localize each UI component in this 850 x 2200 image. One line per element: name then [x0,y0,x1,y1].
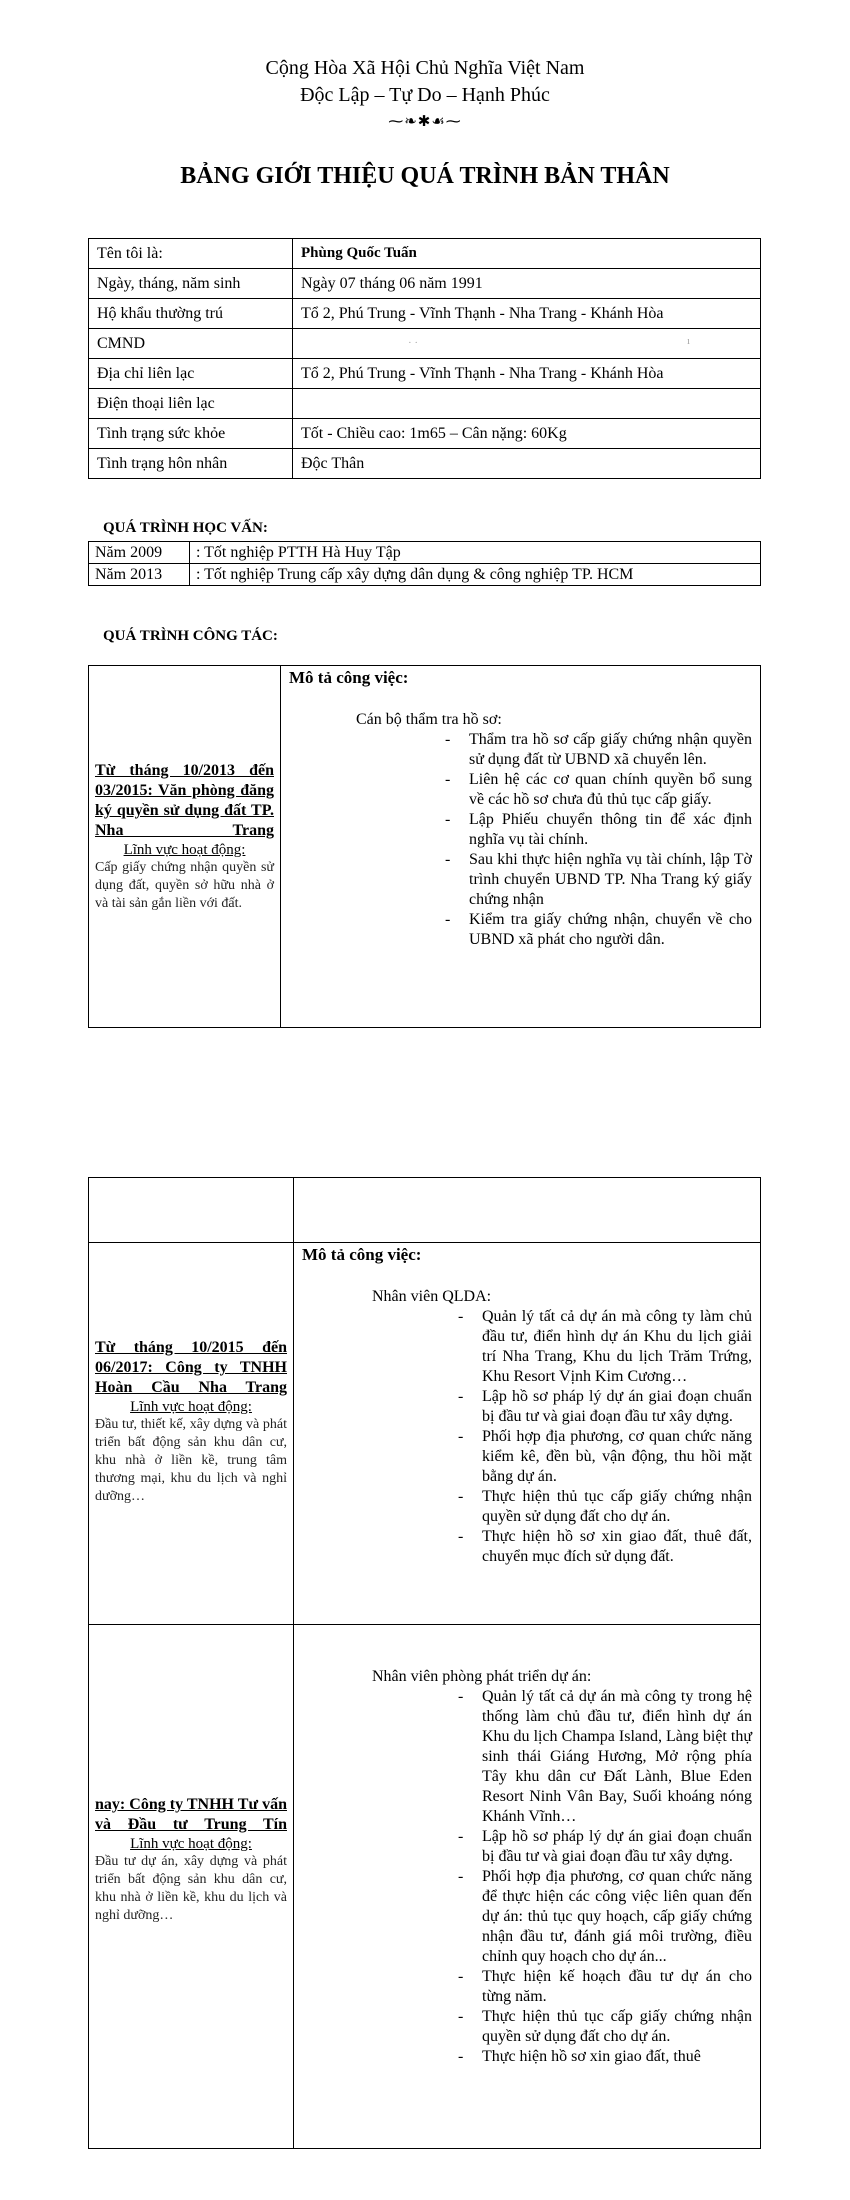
education-text: : Tốt nghiệp PTTH Hà Huy Tập [190,542,761,564]
education-row [89,564,761,586]
empty-cell [89,1178,294,1243]
job-summary-cell [89,1625,294,2149]
work-table-1 [88,665,761,1028]
info-value: Tổ 2, Phú Trung - Vĩnh Thạnh - Nha Trang - Khánh Hòa [293,359,761,389]
faint-mark: ı [686,335,690,347]
task-item: - Thực hiện thủ tục cấp giấy chứng nhận quyền sử dụng đất cho dự án. [464,1487,752,1527]
job-detail-cell [294,1243,761,1625]
task-list [289,730,752,950]
info-label: Địa chỉ liên lạc [89,359,293,389]
work-heading: QUÁ TRÌNH CÔNG TÁC: [103,628,278,644]
info-row [89,389,761,419]
document-title: BẢNG GIỚI THIỆU QUÁ TRÌNH BẢN THÂN [180,163,670,189]
task-item: - Thực hiện kế hoạch đầu tư dự án cho từng năm. [464,1967,752,2007]
field-description: Đầu tư, thiết kế, xây dựng và phát triển bất động sản khu dân cư, khu nhà ở liền kề, trung tâm thương mại, khu du lịch và nghỉ dưỡng… [95,1417,287,1504]
task-item: - Quản lý tất cả dự án mà công ty làm chủ đầu tư, điển hình dự án Khu du lịch giải trí Nha Trang, Khu du lịch Trăm Trứng, Khu Resort Vịnh Kim Cương… [464,1307,752,1387]
job-period: Từ tháng 10/2015 đến 06/2017: Công ty TNHH Hoàn Cầu Nha Trang [95,1339,287,1396]
education-text: : Tốt nghiệp Trung cấp xây dựng dân dụng & công nghiệp TP. HCM [190,564,761,586]
job-detail-cell [294,1625,761,2149]
national-title: Cộng Hòa Xã Hội Chủ Nghĩa Việt Nam [265,57,585,79]
education-table [88,541,761,586]
faint-mark: · · [408,337,419,349]
education-year: Năm 2009 [89,542,190,564]
info-label: Hộ khẩu thường trú [89,299,293,329]
job-description-heading: Mô tả công việc: [302,1245,422,1264]
info-value: Độc Thân [293,449,761,479]
task-list [302,1687,752,2067]
info-row [89,239,761,269]
info-label: Điện thoại liên lạc [89,389,293,419]
info-row [89,359,761,389]
job-role: Nhân viên phòng phát triển dự án: [372,1668,592,1685]
info-value [293,389,761,419]
work-row [89,666,761,1028]
job-summary-cell [89,1243,294,1625]
work-row [89,1243,761,1625]
field-description: Đầu tư dự án, xây dựng và phát triển bất động sản khu dân cư, khu nhà ở liền kề, khu du lịch và nghỉ dưỡng… [95,1854,287,1923]
work-row [89,1625,761,2149]
info-value-name: Phùng Quốc Tuấn [293,239,761,269]
field-description: Cấp giấy chứng nhận quyền sử dụng đất, quyền sở hữu nhà ở và tài sản gắn liền với đất. [95,860,274,911]
task-item: - Lập hồ sơ pháp lý dự án giai đoạn chuẩn bị đầu tư và giai đoạn đầu tư xây dựng. [464,1387,752,1427]
task-item: - Thẩm tra hồ sơ cấp giấy chứng nhận quyền sử dụng đất từ UBND xã chuyển lên. [451,730,752,770]
task-item: - Phối hợp địa phương, cơ quan chức năng kiểm kê, đền bù, vận động, thu hồi mặt bằng dự án. [464,1427,752,1487]
task-item: - Phối hợp địa phương, cơ quan chức năng để thực hiện các công việc liên quan đến dự án: thủ tục quy hoạch, cấp giấy chứng nhận đầu tư, đánh giá môi trường, điều chỉnh quy hoạch cho dự án... [464,1867,752,1967]
task-item: - Liên hệ các cơ quan chính quyền bổ sung về các hồ sơ chưa đủ thủ tục cấp giấy. [451,770,752,810]
task-item: - Thực hiện hồ sơ xin giao đất, thuê đất, chuyển mục đích sử dụng đất. [464,1527,752,1567]
job-period: Từ tháng 10/2013 đến 03/2015: Văn phòng đăng ký quyền sử dụng đất TP. Nha Trang [95,762,274,839]
info-value: Ngày 07 tháng 06 năm 1991 [293,269,761,299]
task-item: - Kiểm tra giấy chứng nhận, chuyển về cho UBND xã phát cho người dân. [451,910,752,950]
education-row [89,542,761,564]
job-detail-cell [281,666,761,1028]
info-row [89,299,761,329]
field-label: Lĩnh vực hoạt động: [123,842,246,858]
info-value: Tổ 2, Phú Trung - Vĩnh Thạnh - Nha Trang - Khánh Hòa [293,299,761,329]
job-role: Cán bộ thẩm tra hồ sơ: [356,711,502,728]
info-label: Tên tôi là: [89,239,293,269]
education-year: Năm 2013 [89,564,190,586]
task-item: - Sau khi thực hiện nghĩa vụ tài chính, lập Tờ trình chuyển UBND TP. Nha Trang ký giấy chứng nhận [451,850,752,910]
task-item: - Quản lý tất cả dự án mà công ty trong hệ thống làm chủ đầu tư, điển hình dự án Khu du lịch Champa Island, Làng biệt thự sinh thái Giáng Hương, Mở rộng phía Tây khu dân cư Đất Lành, Blue Eden Resort Ninh Vân Bay, Suối khoáng nóng Khánh Vĩnh… [464,1687,752,1827]
task-item: - Lập hồ sơ pháp lý dự án giai đoạn chuẩn bị đầu tư và giai đoạn đầu tư xây dựng. [464,1827,752,1867]
info-row [89,329,761,359]
personal-info-table [88,238,761,479]
job-summary-cell [89,666,281,1028]
empty-cell [294,1178,761,1243]
info-value: Tốt - Chiều cao: 1m65 – Cân nặng: 60Kg [293,419,761,449]
job-period: nay: Công ty TNHH Tư vấn và Đầu tư Trung Tín [95,1796,287,1833]
info-row [89,419,761,449]
info-row [89,449,761,479]
info-label: Tình trạng sức khỏe [89,419,293,449]
task-list [302,1307,752,1567]
ornament-icon: ⁓❧✱☙⁓ [388,114,462,130]
task-item: - Thực hiện hồ sơ xin giao đất, thuê [464,2047,752,2067]
info-label: CMND [89,329,293,359]
task-item: - Thực hiện thủ tục cấp giấy chứng nhận quyền sử dụng đất cho dự án. [464,2007,752,2047]
task-item: - Lập Phiếu chuyển thông tin để xác định nghĩa vụ tài chính. [451,810,752,850]
info-label: Ngày, tháng, năm sinh [89,269,293,299]
info-label: Tình trạng hôn nhân [89,449,293,479]
field-label: Lĩnh vực hoạt động: [130,1836,252,1852]
work-table-2 [88,1177,761,2149]
national-motto: Độc Lập – Tự Do – Hạnh Phúc [300,84,550,106]
work-row-empty [89,1178,761,1243]
field-label: Lĩnh vực hoạt động: [130,1399,252,1415]
info-value-cmnd [293,329,761,359]
job-description-heading: Mô tả công việc: [289,668,409,687]
education-heading: QUÁ TRÌNH HỌC VẤN: [103,520,268,536]
info-row [89,269,761,299]
job-role: Nhân viên QLDA: [372,1288,492,1305]
